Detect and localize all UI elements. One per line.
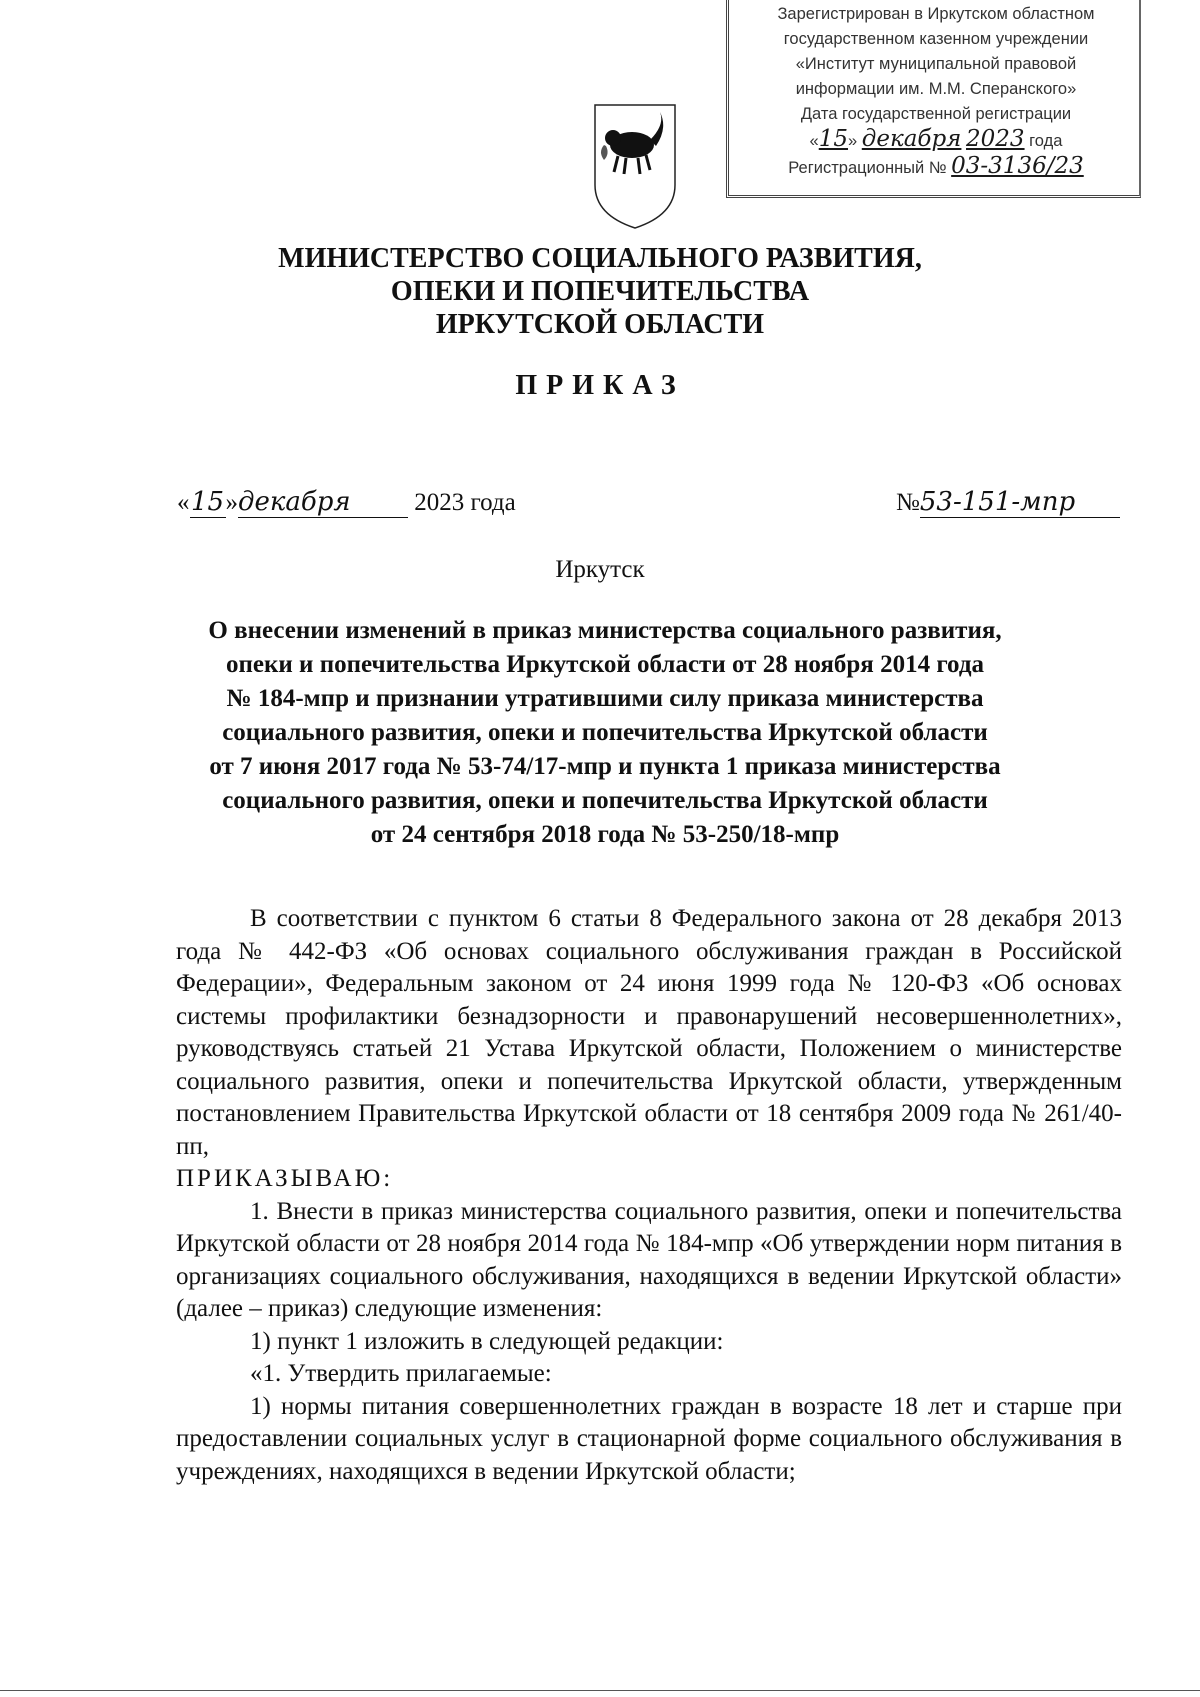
- heading-line: № 184-мпр и признании утратившими силу приказа министерства: [226, 685, 984, 712]
- ministry-line: ОПЕКИ И ПОПЕЧИТЕЛЬСТВА: [390, 276, 810, 307]
- order-heading: [180, 614, 1030, 852]
- item-paragraph: 1. Внести в приказ министерства социального развития, опеки и попечительства Иркутской области от 28 ноября 2014 года № 184-мпр «Об утверждении норм питания в организациях социального обслуживания, находящихся в ведении Иркутской области» (далее – приказ) следующие изменения:: [176, 1197, 1122, 1322]
- ministry-line: ИРКУТСКОЙ ОБЛАСТИ: [435, 309, 765, 340]
- stamp-line: Зарегистрирован в Иркутском областном: [777, 5, 1095, 23]
- order-body: [176, 903, 1122, 1488]
- order-year: 2023 года: [414, 489, 516, 516]
- stamp-reg-label: Регистрационный №: [788, 159, 947, 177]
- order-month: декабря: [238, 487, 408, 518]
- order-number-prefix: №: [896, 489, 920, 516]
- heading-line: О внесении изменений в приказ министерства социального развития,: [208, 617, 1002, 644]
- order-number: [896, 487, 1120, 518]
- ministry-name: [0, 242, 1200, 341]
- heading-line: социального развития, опеки и попечительства Иркутской области: [222, 719, 988, 746]
- heading-line: от 24 сентября 2018 года № 53-250/18-мпр: [370, 821, 840, 848]
- sub-item-paragraph: «1. Утвердить прилагаемые:: [250, 1360, 552, 1387]
- order-word: ПРИКАЗЫВАЮ:: [176, 1165, 394, 1192]
- stamp-line: государственном казенном учреждении: [783, 30, 1089, 48]
- ministry-line: МИНИСТЕРСТВО СОЦИАЛЬНОГО РАЗВИТИЯ,: [278, 243, 922, 274]
- stamp-line: «Институт муниципальной правовой: [795, 55, 1077, 73]
- stamp-line: Дата государственной регистрации: [800, 105, 1072, 123]
- stamp-year: 2023: [966, 126, 1025, 152]
- document-type-title: ПРИКАЗ: [515, 370, 685, 401]
- city-name: Иркутск: [555, 556, 645, 583]
- page-bottom-rule: [0, 1690, 1200, 1691]
- registration-stamp: [726, 0, 1141, 198]
- stamp-reg: [739, 154, 1133, 181]
- heading-line: опеки и попечительства Иркутской области от 28 ноября 2014 года: [226, 651, 984, 678]
- preamble-paragraph: В соответствии с пунктом 6 статьи 8 Федерального закона от 28 декабря 2013 года № 442-ФЗ «Об основах социального обслуживания граждан в Российской Федерации», Федеральным законом от 24 июня 1999 года № 120-ФЗ «Об основах системы профилактики безнадзорности и правонарушений несовершеннолетних», руководствуясь статьей 21 Устава Иркутской области, Положением о министерстве социального развития, опеки и попечительства Иркутской области, утвержденным постановлением Правительства Иркутской области от 18 сентября 2009 года № 261/40-пп,: [176, 905, 1122, 1160]
- stamp-year-suffix: года: [1029, 132, 1063, 150]
- stamp-day: 15: [818, 126, 849, 152]
- stamp-reg-number: 03-3136/23: [951, 153, 1084, 179]
- order-number-value: 53-151-мпр: [920, 487, 1120, 518]
- stamp-month: декабря: [861, 126, 962, 152]
- heading-line: от 7 июня 2017 года № 53-74/17-мпр и пункта 1 приказа министерства: [209, 753, 1001, 780]
- order-date: «15»декабря 2023 года: [177, 487, 516, 517]
- sub-item-paragraph: 1) пункт 1 изложить в следующей редакции:: [250, 1327, 724, 1355]
- stamp-line: информации им. М.М. Сперанского»: [795, 80, 1077, 98]
- order-day: 15: [190, 487, 225, 517]
- heading-line: социального развития, опеки и попечительства Иркутской области: [222, 787, 988, 814]
- coat-of-arms-icon: [590, 100, 680, 230]
- sub-item-paragraph: 1) нормы питания совершеннолетних граждан в возрасте 18 лет и старше при предоставлении социальных услуг в стационарной форме социального обслуживания в учреждениях, находящихся в ведении Иркутской области;: [176, 1392, 1122, 1485]
- stamp-date: «15» декабря 2023 года: [809, 126, 1063, 152]
